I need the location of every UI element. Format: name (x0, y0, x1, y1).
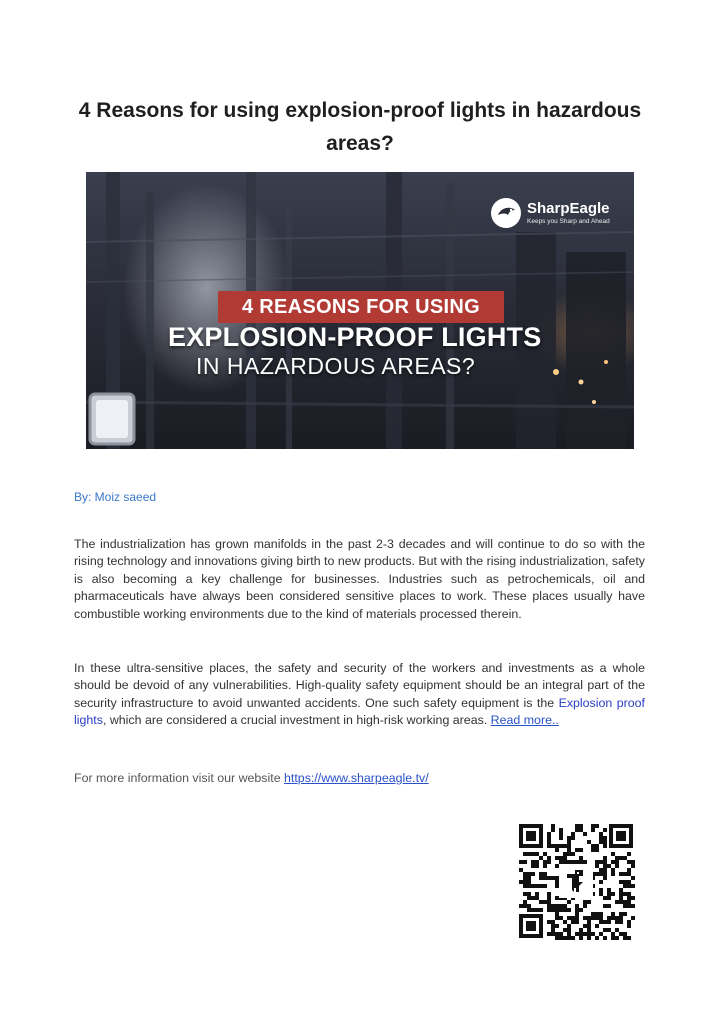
qr-module (567, 840, 571, 844)
qr-module (531, 864, 535, 868)
hero-line-1: 4 REASONS FOR USING (218, 291, 504, 323)
qr-module (559, 836, 563, 840)
qr-module (615, 900, 619, 904)
qr-module (535, 908, 539, 912)
hero-line-2: EXPLOSION-PROOF LIGHTS (168, 322, 542, 352)
qr-module (571, 852, 575, 856)
qr-module (603, 920, 607, 924)
qr-module (631, 896, 635, 900)
qr-module (555, 912, 559, 916)
qr-module (623, 932, 627, 936)
qr-module (527, 908, 531, 912)
qr-module (563, 928, 567, 932)
qr-module (547, 896, 551, 900)
qr-module (607, 896, 611, 900)
qr-module (611, 872, 615, 876)
qr-module (567, 928, 571, 932)
qr-module (555, 908, 559, 912)
qr-module (579, 932, 583, 936)
qr-module (619, 916, 623, 920)
qr-module (531, 908, 535, 912)
qr-module (603, 836, 607, 840)
paragraph-2-text-before: In these ultra-sensitive places, the safety and security of the workers and investments as a whole should be devoid of any vulnerabilities. High-quality safety equipment should be an integral part of the security infrastructure to avoid unwanted accidents. One such safety equipment is the (74, 661, 645, 710)
qr-module (611, 860, 615, 864)
qr-module (595, 872, 599, 876)
qr-module (571, 936, 575, 940)
qr-module (527, 872, 531, 876)
qr-module (611, 916, 615, 920)
qr-module (587, 920, 591, 924)
qr-module (543, 852, 547, 856)
qr-module (587, 840, 591, 844)
qr-module (571, 920, 575, 924)
qr-module (579, 856, 583, 860)
qr-module (579, 828, 583, 832)
floodlight-icon (90, 394, 134, 444)
qr-module (587, 936, 591, 940)
qr-module (575, 904, 579, 908)
qr-module (599, 840, 603, 844)
qr-module (555, 864, 559, 868)
qr-module (543, 900, 547, 904)
qr-module (555, 856, 559, 860)
qr-module (551, 844, 555, 848)
qr-module (567, 852, 571, 856)
qr-module (555, 916, 559, 920)
qr-module (547, 900, 551, 904)
qr-module (547, 904, 551, 908)
qr-module (535, 864, 539, 868)
qr-module (551, 904, 555, 908)
qr-module (591, 824, 595, 828)
qr-module (535, 884, 539, 888)
qr-module (571, 832, 575, 836)
qr-module (615, 916, 619, 920)
qr-module (603, 928, 607, 932)
qr-module (595, 916, 599, 920)
qr-module (615, 928, 619, 932)
qr-module (519, 860, 523, 864)
qr-module (567, 924, 571, 928)
qr-module (543, 884, 547, 888)
logo-tagline: Keeps you Sharp and Ahead (527, 217, 610, 225)
qr-module (543, 872, 547, 876)
qr-module (547, 856, 551, 860)
qr-module (551, 828, 555, 832)
qr-module (579, 860, 583, 864)
qr-module (527, 876, 531, 880)
author-byline: By: Moiz saeed (74, 490, 157, 504)
qr-module (563, 860, 567, 864)
qr-module (567, 836, 571, 840)
qr-module (583, 900, 587, 904)
qr-module (583, 832, 587, 836)
qr-module (595, 860, 599, 864)
qr-module (603, 868, 607, 872)
qr-module (539, 908, 543, 912)
qr-module (631, 864, 635, 868)
qr-module (555, 924, 559, 928)
qr-module (567, 908, 571, 912)
qr-module (575, 860, 579, 864)
qr-module (627, 892, 631, 896)
qr-module (543, 876, 547, 880)
qr-module (603, 896, 607, 900)
qr-module (603, 872, 607, 876)
qr-module (619, 856, 623, 860)
qr-module (627, 896, 631, 900)
qr-module (559, 936, 563, 940)
qr-module (567, 936, 571, 940)
qr-module (619, 932, 623, 936)
qr-module (587, 932, 591, 936)
qr-module (571, 836, 575, 840)
qr-module (579, 824, 583, 828)
qr-module (547, 920, 551, 924)
qr-module (559, 932, 563, 936)
qr-module (623, 904, 627, 908)
qr-module (527, 852, 531, 856)
qr-code-icon[interactable] (517, 822, 635, 940)
dinosaur-icon (559, 864, 593, 898)
qr-module (599, 860, 603, 864)
qr-module (567, 860, 571, 864)
qr-module (587, 900, 591, 904)
qr-module (595, 912, 599, 916)
qr-module (619, 892, 623, 896)
qr-module (623, 892, 627, 896)
qr-module (603, 856, 607, 860)
qr-module (535, 852, 539, 856)
qr-module (539, 876, 543, 880)
qr-module (567, 900, 571, 904)
qr-module (623, 936, 627, 940)
paragraph-2 (74, 660, 645, 730)
qr-module (523, 872, 527, 876)
qr-module (603, 844, 607, 848)
qr-module (567, 844, 571, 848)
qr-module (591, 916, 595, 920)
qr-module (607, 892, 611, 896)
qr-module (543, 864, 547, 868)
qr-module (523, 904, 527, 908)
qr-module (611, 892, 615, 896)
qr-module (583, 916, 587, 920)
qr-module (607, 928, 611, 932)
qr-module (563, 856, 567, 860)
qr-module (623, 880, 627, 884)
qr-module (527, 896, 531, 900)
qr-module (607, 916, 611, 920)
qr-module (591, 844, 595, 848)
qr-module (615, 860, 619, 864)
qr-module (559, 856, 563, 860)
qr-module (619, 920, 623, 924)
qr-module (619, 880, 623, 884)
qr-module (555, 896, 559, 900)
qr-module (571, 916, 575, 920)
qr-module (607, 920, 611, 924)
eagle-logo-icon (491, 198, 521, 228)
qr-module (575, 912, 579, 916)
qr-module (547, 892, 551, 896)
qr-module (527, 880, 531, 884)
qr-module (563, 920, 567, 924)
qr-module (619, 900, 623, 904)
qr-module (547, 836, 551, 840)
qr-module (555, 932, 559, 936)
qr-module (599, 916, 603, 920)
qr-module (523, 880, 527, 884)
qr-module (611, 868, 615, 872)
qr-module (523, 884, 527, 888)
qr-module (575, 828, 579, 832)
website-info (74, 771, 429, 785)
qr-module (567, 848, 571, 852)
qr-module (623, 884, 627, 888)
hero-line-3: IN HAZARDOUS AREAS? (196, 353, 476, 379)
qr-module (595, 824, 599, 828)
qr-module (579, 848, 583, 852)
qr-module (611, 936, 615, 940)
qr-module (563, 844, 567, 848)
qr-module (555, 848, 559, 852)
qr-module (583, 904, 587, 908)
qr-module (631, 876, 635, 880)
qr-module (599, 932, 603, 936)
qr-module (559, 916, 563, 920)
paragraph-1: The industrialization has grown manifolds in the past 2-3 decades and will continue to do so with the rising technology and innovations giving birth to new products. But with the rising industrialization, safety is also becoming a key challenge for businesses. Industries such as petrochemicals, oil and pharmaceuticals have always been considered sensitive places to work. These places usually have combustible working environments due to the kind of materials processed therein. (74, 537, 645, 621)
qr-module (595, 924, 599, 928)
qr-module (523, 852, 527, 856)
qr-module (523, 860, 527, 864)
qr-module (579, 928, 583, 932)
qr-module (603, 828, 607, 832)
qr-module (531, 872, 535, 876)
qr-module (587, 924, 591, 928)
paragraph-2-text-after: , which are considered a crucial investment in high-risk working areas. (102, 713, 491, 728)
qr-module (595, 936, 599, 940)
qr-module (535, 860, 539, 864)
qr-module (575, 932, 579, 936)
qr-module (627, 920, 631, 924)
qr-module (591, 848, 595, 852)
qr-module (591, 828, 595, 832)
qr-module (627, 868, 631, 872)
qr-module (615, 856, 619, 860)
qr-module (607, 904, 611, 908)
qr-module (567, 916, 571, 920)
qr-module (595, 864, 599, 868)
qr-module (539, 872, 543, 876)
qr-module (575, 824, 579, 828)
qr-module (567, 932, 571, 936)
qr-module (619, 872, 623, 876)
qr-module (551, 932, 555, 936)
qr-module (599, 836, 603, 840)
qr-module (527, 892, 531, 896)
qr-module (563, 852, 567, 856)
qr-module (603, 840, 607, 844)
qr-module (627, 860, 631, 864)
qr-module (519, 868, 523, 872)
qr-module (547, 832, 551, 836)
qr-module (591, 932, 595, 936)
qr-module (627, 880, 631, 884)
qr-module (519, 880, 523, 884)
qr-module (599, 912, 603, 916)
qr-module (519, 904, 523, 908)
qr-module (523, 876, 527, 880)
qr-module (571, 860, 575, 864)
qr-module (527, 884, 531, 888)
qr-module (539, 884, 543, 888)
qr-module (615, 864, 619, 868)
qr-module (559, 832, 563, 836)
qr-module (619, 896, 623, 900)
qr-module (563, 904, 567, 908)
qr-module (579, 908, 583, 912)
qr-module (555, 880, 559, 884)
qr-module (547, 932, 551, 936)
qr-module (603, 904, 607, 908)
qr-module (559, 828, 563, 832)
qr-module (627, 884, 631, 888)
qr-module (523, 892, 527, 896)
qr-module (583, 924, 587, 928)
qr-module (575, 908, 579, 912)
qr-module (531, 896, 535, 900)
qr-module (579, 936, 583, 940)
qr-module (543, 860, 547, 864)
qr-module (627, 900, 631, 904)
qr-module (559, 844, 563, 848)
qr-module (531, 884, 535, 888)
qr-module (555, 876, 559, 880)
qr-module (599, 920, 603, 924)
qr-module (547, 908, 551, 912)
qr-module (587, 928, 591, 932)
qr-module (547, 844, 551, 848)
qr-module (555, 844, 559, 848)
qr-module (607, 888, 611, 892)
qr-module (631, 904, 635, 908)
qr-module (551, 924, 555, 928)
qr-module (559, 904, 563, 908)
qr-module (595, 848, 599, 852)
qr-module (551, 920, 555, 924)
sharpeagle-logo (491, 198, 610, 228)
qr-module (535, 896, 539, 900)
qr-module (555, 936, 559, 940)
qr-module (563, 908, 567, 912)
qr-module (595, 844, 599, 848)
read-more-link[interactable]: Read more.. (490, 713, 559, 728)
logo-name: SharpEagle (527, 199, 610, 217)
qr-module (583, 860, 587, 864)
qr-module (551, 876, 555, 880)
qr-module (547, 840, 551, 844)
qr-module (627, 904, 631, 908)
qr-module (599, 872, 603, 876)
qr-module (603, 864, 607, 868)
qr-module (623, 900, 627, 904)
qr-module (599, 832, 603, 836)
qr-module (611, 912, 615, 916)
qr-module (583, 932, 587, 936)
website-info-text: For more information visit our website (74, 771, 285, 785)
qr-module (615, 936, 619, 940)
qr-module (627, 936, 631, 940)
qr-module (607, 864, 611, 868)
qr-module (611, 932, 615, 936)
qr-module (555, 904, 559, 908)
qr-module (535, 892, 539, 896)
qr-module (615, 920, 619, 924)
qr-module (587, 916, 591, 920)
qr-module (627, 852, 631, 856)
qr-module (599, 888, 603, 892)
qr-module (599, 880, 603, 884)
qr-module (555, 884, 559, 888)
page-title: 4 Reasons for using explosion-proof lights in hazardous areas? (78, 99, 642, 155)
qr-module (551, 824, 555, 828)
hero-image (86, 172, 634, 449)
qr-module (603, 860, 607, 864)
qr-module (627, 924, 631, 928)
qr-module (627, 872, 631, 876)
qr-module (599, 892, 603, 896)
qr-module (631, 860, 635, 864)
qr-module (547, 876, 551, 880)
qr-module (575, 848, 579, 852)
qr-module (599, 868, 603, 872)
qr-module (559, 860, 563, 864)
qr-module (523, 900, 527, 904)
qr-module (619, 888, 623, 892)
website-link[interactable]: https://www.sharpeagle.tv/ (284, 771, 429, 785)
explosion-proof-lights-link[interactable]: Explosion proof lights (74, 695, 645, 728)
qr-module (551, 928, 555, 932)
qr-module (575, 920, 579, 924)
qr-module (531, 852, 535, 856)
qr-module (551, 908, 555, 912)
qr-module (539, 856, 543, 860)
qr-module (591, 912, 595, 916)
qr-module (631, 916, 635, 920)
qr-module (547, 860, 551, 864)
qr-module (563, 936, 567, 940)
qr-module (603, 936, 607, 940)
qr-module (603, 876, 607, 880)
qr-module (575, 916, 579, 920)
qr-module (619, 912, 623, 916)
qr-module (631, 884, 635, 888)
qr-module (611, 852, 615, 856)
qr-module (531, 860, 535, 864)
qr-module (623, 856, 627, 860)
qr-module (539, 900, 543, 904)
qr-module (527, 904, 531, 908)
qr-module (623, 912, 627, 916)
qr-module (559, 908, 563, 912)
qr-module (623, 872, 627, 876)
